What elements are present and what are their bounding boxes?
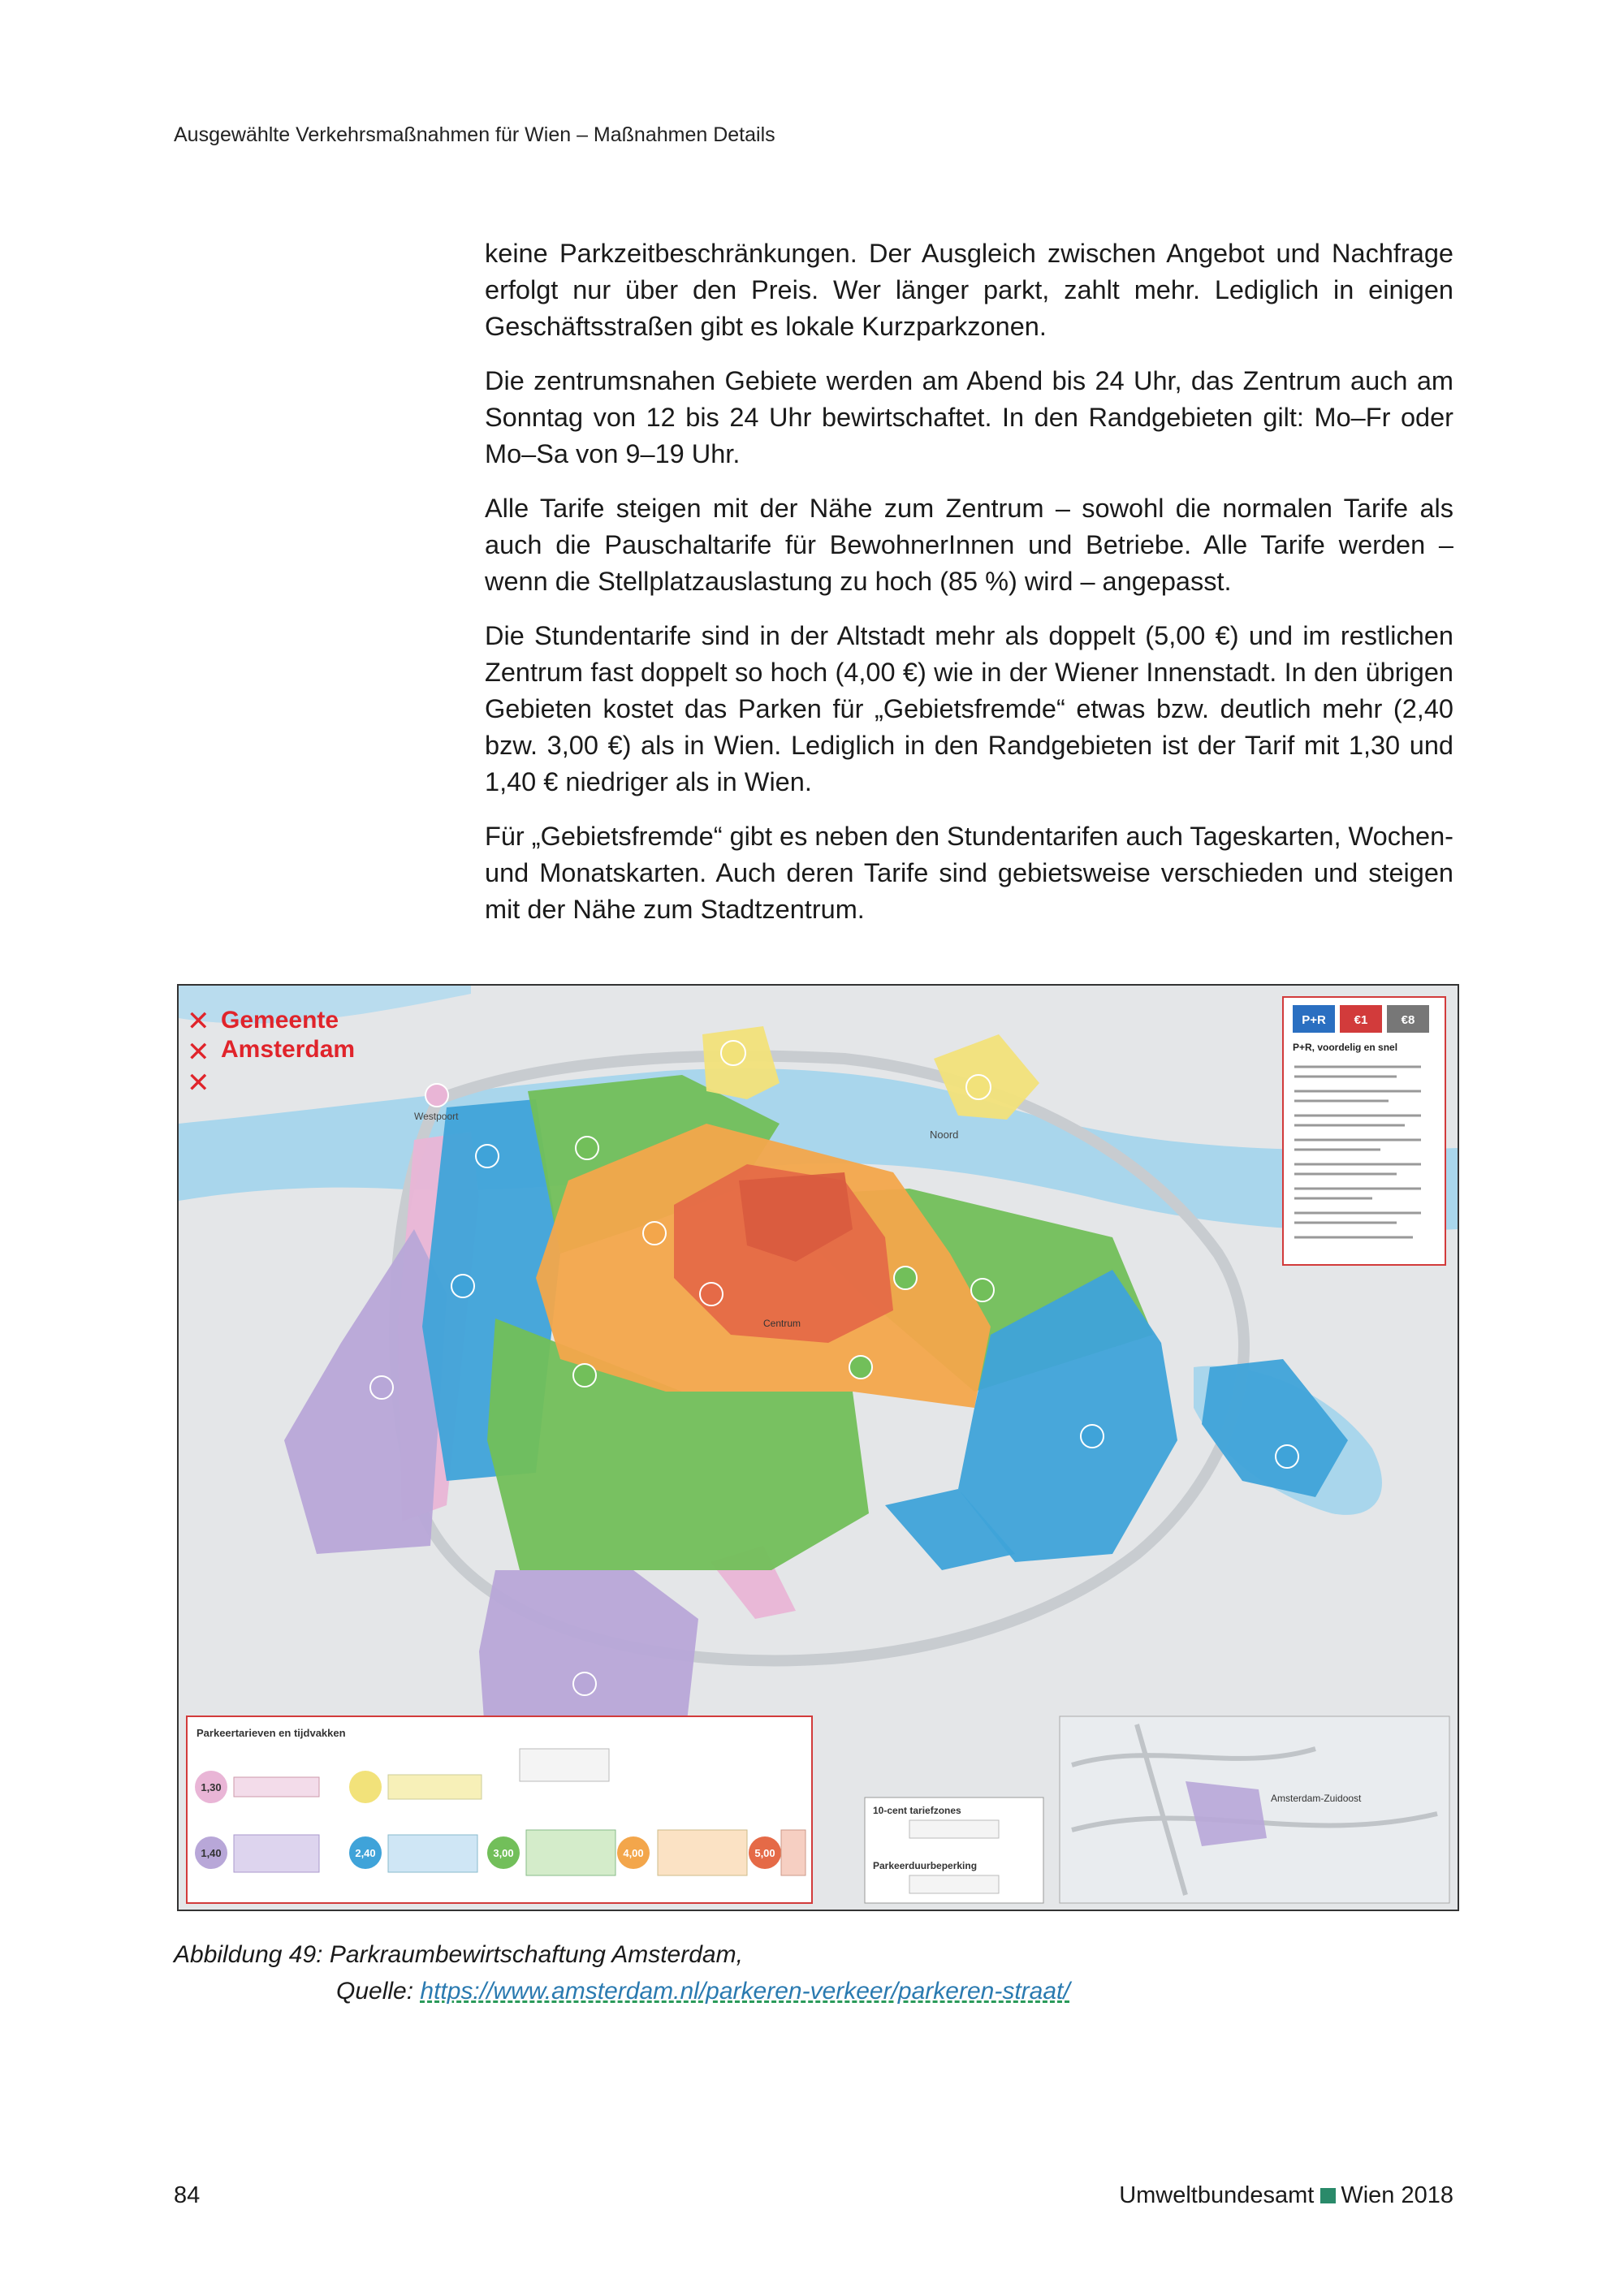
district-label-noord: Noord: [930, 1129, 959, 1141]
ten-cent-title: 10-cent tariefzones: [873, 1805, 961, 1816]
duration-box: [909, 1875, 999, 1893]
ten-cent-box: [909, 1820, 999, 1838]
pr-price-badge-text: €1: [1354, 1013, 1368, 1027]
tariff-legend-title: Parkeertarieven en tijdvakken: [197, 1727, 346, 1739]
time-table: [388, 1835, 477, 1872]
xxx-cross-icon: ✕: [187, 1006, 210, 1037]
tariff-marker: [849, 1356, 872, 1379]
tariff-marker: [971, 1279, 994, 1301]
square-icon: [1320, 2188, 1336, 2203]
publisher-name: Umweltbundesamt: [1119, 2182, 1315, 2208]
tariff-marker: [425, 1084, 448, 1107]
tariff-marker: [370, 1376, 393, 1399]
parking-map-figure: [177, 984, 1459, 1911]
logo-line-2: Amsterdam: [221, 1036, 356, 1063]
tariff-marker: [573, 1672, 596, 1695]
paragraph: Alle Tarife steigen mit der Nähe zum Zentrum – sowohl die normalen Tarife als auch die Pauschaltarife für BewohnerInnen und Betriebe. Alle Tarife werden – wenn die Stellplatzauslastung zu hoch (85 %) wird – angepasst.: [485, 494, 1453, 596]
pr-box-title: P+R, voordelig en snel: [1293, 1042, 1398, 1053]
duration-title: Parkeerduurbeperking: [873, 1860, 978, 1871]
time-table: [388, 1775, 482, 1799]
pr-info-box: [1283, 997, 1445, 1265]
logo-line-1: Gemeente: [221, 1007, 339, 1034]
tariff-marker: [476, 1145, 499, 1167]
tariff-rate: 1,40: [201, 1847, 222, 1859]
tariff-marker: [1276, 1445, 1298, 1468]
time-table: [520, 1749, 609, 1781]
tariff-rate: 5,00: [754, 1847, 775, 1859]
publisher-year: Wien 2018: [1341, 2182, 1453, 2208]
tariff-rate: 3,00: [493, 1847, 514, 1859]
xxx-cross-icon: ✕: [187, 1037, 210, 1068]
tariff-marker: [576, 1137, 598, 1159]
tariff-marker: [573, 1364, 596, 1387]
caption-label: Abbildung 49: Parkraumbewirtschaftung Amsterdam,: [174, 1941, 743, 1968]
running-header: Ausgewählte Verkehrsmaßnahmen für Wien – Maßnahmen Details: [174, 123, 775, 146]
parking-map: [179, 986, 1458, 1910]
tariff-rate: 2,40: [355, 1847, 376, 1859]
paragraph: Für „Gebietsfremde“ gibt es neben den Stundentarifen auch Tageskarten, Wochen- und Monatskarten. Auch deren Tarife sind gebietsweise verschieden und steigen mit der Nähe zum Stadtzentrum.: [485, 822, 1453, 924]
tariff-marker: [721, 1041, 745, 1065]
time-table: [234, 1835, 319, 1872]
caption-source: [174, 1973, 1070, 2009]
figure-caption: [174, 1936, 1070, 2009]
tariff-marker: [966, 1075, 991, 1099]
page-number: 84: [174, 2182, 201, 2208]
time-table: [781, 1830, 806, 1875]
tariff-marker: [700, 1283, 723, 1306]
paragraph: keine Parkzeitbeschränkungen. Der Ausgleich zwischen Angebot und Nachfrage erfolgt nur über den Preis. Wer länger parkt, zahlt mehr. Lediglich in einigen Geschäftsstraßen gibt es lokale Kurzparkzonen.: [485, 239, 1453, 341]
inset-label: Amsterdam-Zuidoost: [1271, 1793, 1362, 1804]
pr-box-frame: [1283, 997, 1445, 1265]
pr-badge-text: P+R: [1302, 1013, 1326, 1027]
time-table: [526, 1830, 615, 1875]
tariff-swatch-yellow: [349, 1771, 382, 1803]
tariff-marker: [894, 1267, 917, 1289]
paragraph: Die zentrumsnahen Gebiete werden am Abend bis 24 Uhr, das Zentrum auch am Sonntag von 12 bis 24 Uhr bewirtschaftet. In den Randgebieten gilt: Mo–Fr oder Mo–Sa von 9–19 Uhr.: [485, 366, 1453, 468]
source-link[interactable]: https://www.amsterdam.nl/parkeren-verkeer/parkeren-straat/: [420, 1978, 1070, 2005]
time-table: [234, 1777, 319, 1797]
xxx-cross-icon: ✕: [187, 1068, 210, 1098]
tariff-legend-panel: [187, 1716, 812, 1903]
district-label-westpoort: Westpoort: [414, 1111, 459, 1122]
body-text: [485, 235, 1453, 946]
tariff-marker: [643, 1222, 666, 1245]
tariff-marker: [1081, 1425, 1104, 1448]
tariff-rate: 4,00: [623, 1847, 644, 1859]
tariff-marker: [451, 1275, 474, 1297]
paragraph: Die Stundentarife sind in der Altstadt mehr als doppelt (5,00 €) und im restlichen Zentrum fast doppelt so hoch (4,00 €) wie in der Wiener Innenstadt. In den übrigen Gebieten kostet das Parken für „Gebietsfremde“ etwas bzw. deutlich mehr (2,40 bzw. 3,00 €) als in Wien. Lediglich in den Randgebieten ist der Tarif mit 1,30 und 1,40 € niedriger als in Wien.: [485, 621, 1453, 796]
pr-day-badge-text: €8: [1401, 1013, 1415, 1027]
tariff-rate: 1,30: [201, 1781, 222, 1793]
time-table: [658, 1830, 747, 1875]
district-label-centrum: Centrum: [763, 1318, 801, 1329]
ten-cent-zones-panel: [865, 1798, 1043, 1903]
zuidoost-inset: [1060, 1716, 1449, 1903]
footer-publisher: [1119, 2182, 1453, 2209]
source-prefix: Quelle:: [336, 1978, 421, 2005]
